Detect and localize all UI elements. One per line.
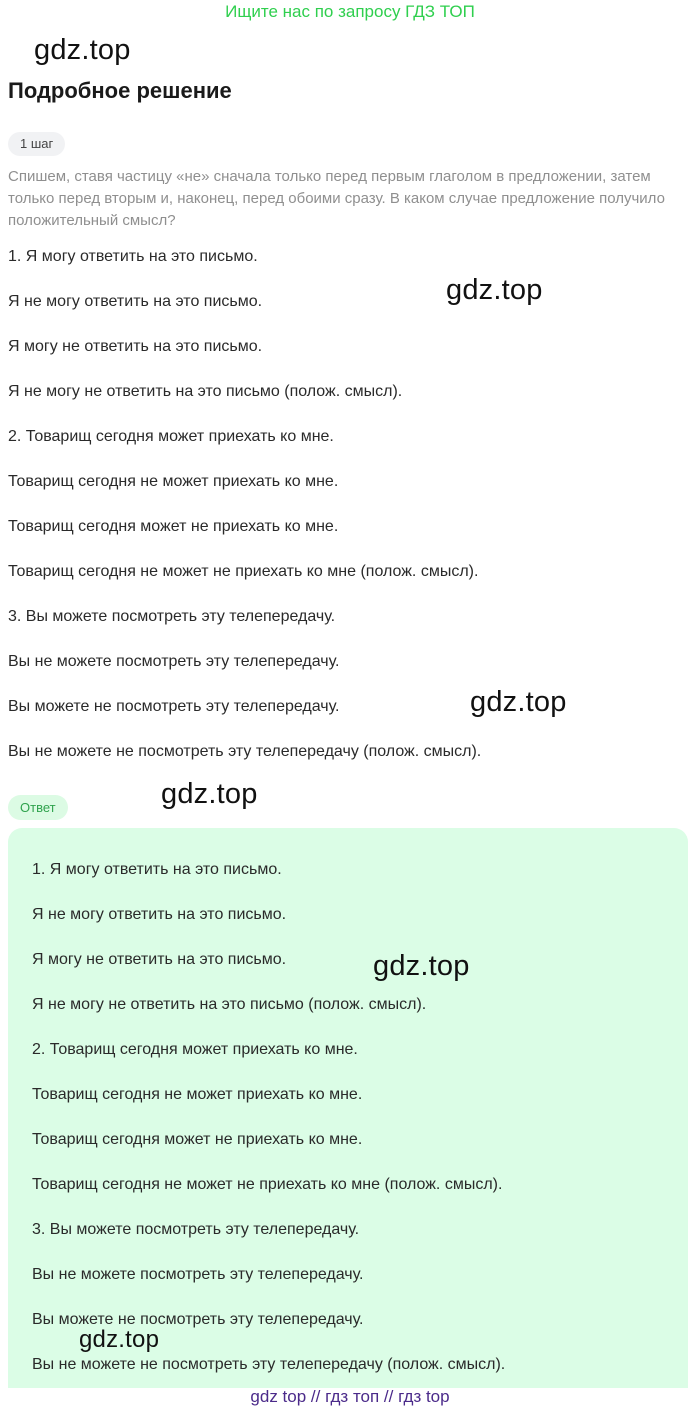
watermark: gdz.top xyxy=(79,1326,160,1353)
solution-line: Я не могу ответить на это письмо. xyxy=(8,293,263,310)
answer-line: Товарищ сегодня может не приехать ко мне. xyxy=(32,1131,363,1148)
solution-line: 3. Вы можете посмотреть эту телепередачу. xyxy=(8,608,336,625)
solution-line: 1. Я могу ответить на это письмо. xyxy=(8,248,258,265)
answer-line: Вы можете не посмотреть эту телепередачу. xyxy=(32,1311,364,1328)
answer-line: Вы не можете посмотреть эту телепередачу. xyxy=(32,1266,364,1283)
solution-line: Я не могу не ответить на это письмо (полож. смысл). xyxy=(8,383,403,400)
solution-line: Товарищ сегодня не может не приехать ко мне (полож. смысл). xyxy=(8,563,479,580)
watermark: gdz.top xyxy=(470,686,567,718)
solution-line: Вы не можете посмотреть эту телепередачу. xyxy=(8,653,340,670)
watermark: gdz.top xyxy=(373,950,470,982)
answer-badge: Ответ xyxy=(8,795,68,820)
page-title: Подробное решение xyxy=(8,78,232,103)
search-banner[interactable]: Ищите нас по запросу ГДЗ ТОП xyxy=(225,2,475,21)
watermark: gdz.top xyxy=(446,274,543,306)
solution-line: Вы можете не посмотреть эту телепередачу. xyxy=(8,698,340,715)
solution-line: Я могу не ответить на это письмо. xyxy=(8,338,263,355)
footer-links[interactable]: gdz top // гдз топ // гдз top xyxy=(250,1387,450,1406)
solution-line: Вы не можете не посмотреть эту телепередачу (полож. смысл). xyxy=(8,743,482,760)
answer-line: Товарищ сегодня не может приехать ко мне. xyxy=(32,1086,363,1103)
answer-line: 1. Я могу ответить на это письмо. xyxy=(32,861,282,878)
answer-line: Товарищ сегодня не может не приехать ко мне (полож. смысл). xyxy=(32,1176,503,1193)
watermark: gdz.top xyxy=(161,778,258,810)
answer-line: Я могу не ответить на это письмо. xyxy=(32,951,287,968)
answer-line: Вы не можете не посмотреть эту телепередачу (полож. смысл). xyxy=(32,1356,506,1373)
answer-line: Я не могу ответить на это письмо. xyxy=(32,906,287,923)
solution-line: Товарищ сегодня не может приехать ко мне. xyxy=(8,473,339,490)
step-badge: 1 шаг xyxy=(8,132,65,156)
answer-line: 2. Товарищ сегодня может приехать ко мне. xyxy=(32,1041,358,1058)
watermark: gdz.top xyxy=(34,34,131,66)
solution-line: 2. Товарищ сегодня может приехать ко мне. xyxy=(8,428,334,445)
question-text: Спишем, ставя частицу «не» сначала только перед первым глаголом в предложении, затем только перед вторым и, наконец, перед обоими сразу. В каком случае предложение получило положительный смысл? xyxy=(8,168,665,229)
solution-line: Товарищ сегодня может не приехать ко мне. xyxy=(8,518,339,535)
answer-line: 3. Вы можете посмотреть эту телепередачу. xyxy=(32,1221,360,1238)
answer-line: Я не могу не ответить на это письмо (полож. смысл). xyxy=(32,996,427,1013)
